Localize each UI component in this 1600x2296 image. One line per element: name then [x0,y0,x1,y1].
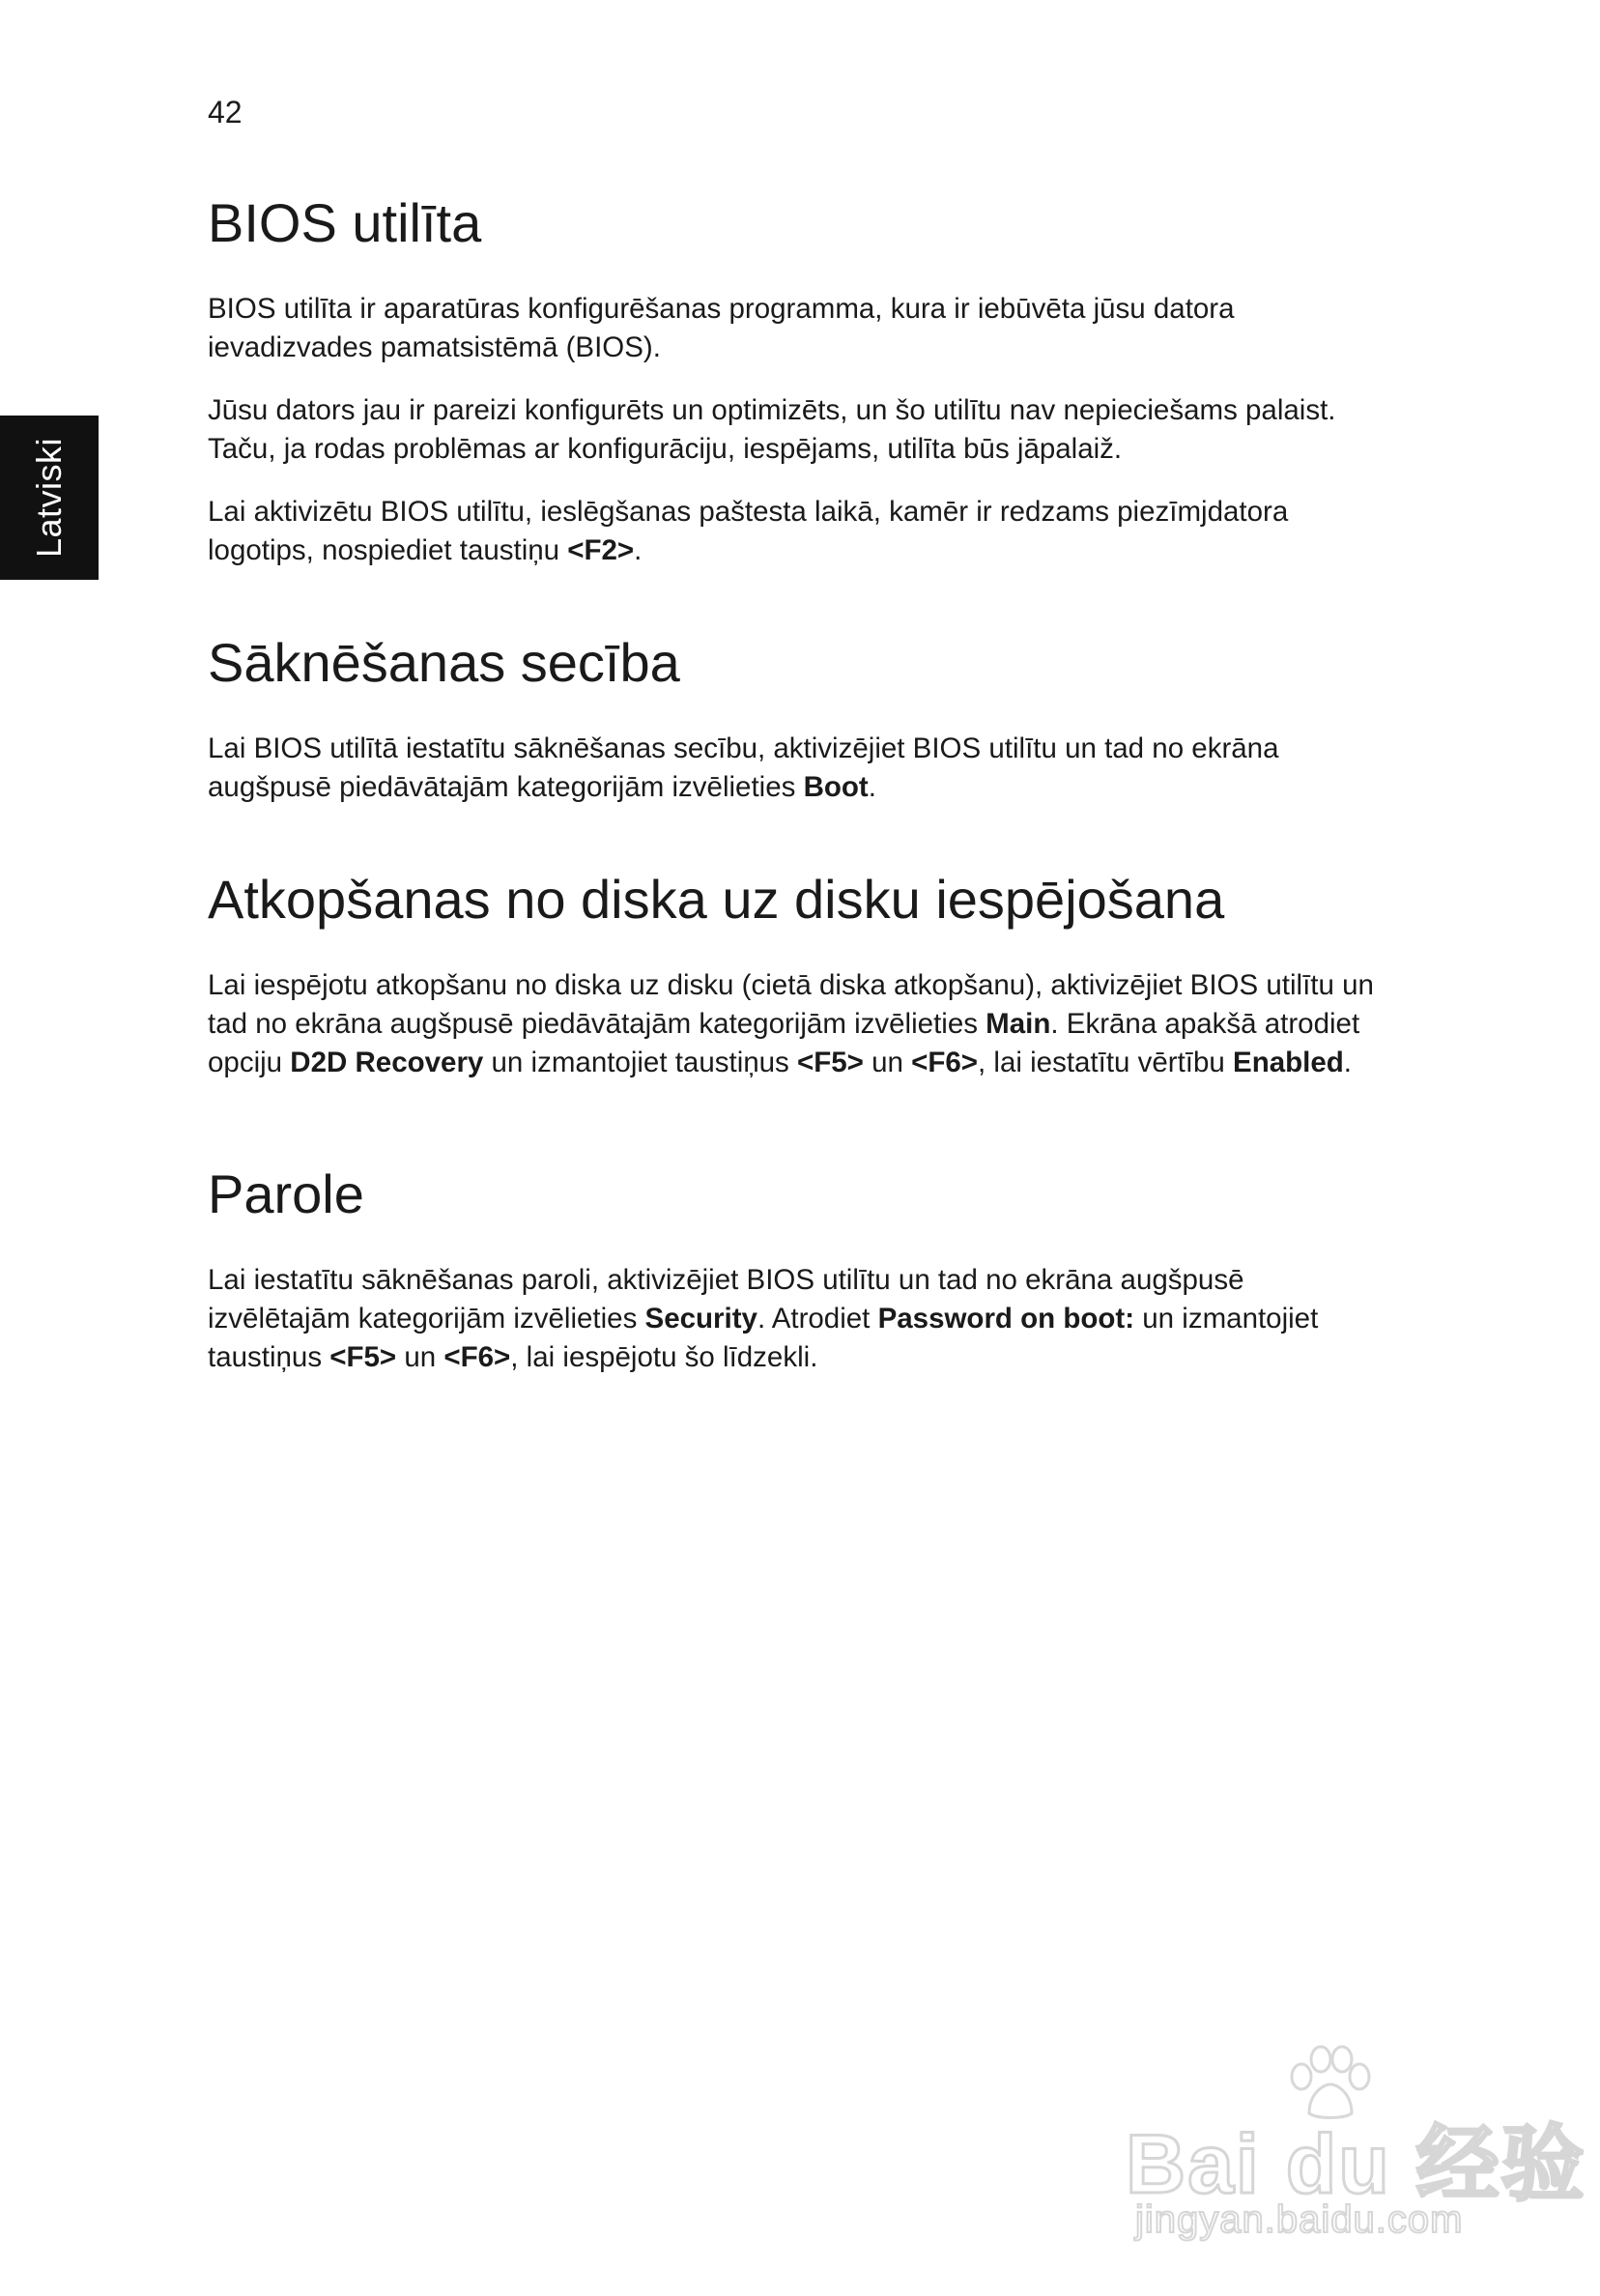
section-title: Parole [208,1163,364,1224]
language-tab [0,416,99,580]
section-d2d-recovery [208,870,1386,1106]
bold-term: Main [986,1007,1051,1040]
bold-term: Password on boot: [877,1302,1135,1335]
bold-term: <F6> [911,1046,979,1078]
bold-term: <F6> [443,1340,511,1373]
section-title: Sāknēšanas secība [208,632,680,693]
paragraph: Lai aktivizētu BIOS utilītu, ieslēgšanas paštesta laikā, kamēr ir redzams piezīmjdatora logotips, nospiediet taustiņu <F2>. [208,495,1289,566]
section-title: Atkopšanas no diska uz disku iespējošana [208,869,1225,930]
bold-term: Enabled [1233,1046,1344,1078]
language-tab-label: Latviski [29,437,69,559]
paragraph: Lai iespējotu atkopšanu no diska uz disku (cietā diska atkopšanu), aktivizējiet BIOS utilītu un tad no ekrāna augšpusē piedāvātajām kategorijām izvēlieties Main. Ekrāna apakšā atrodiet opciju D2D Recovery un izmantojiet taustiņus <F5> un <F6>, lai iestatītu vērtību Enabled. [208,968,1374,1078]
section-title: BIOS utilīta [208,192,482,253]
bold-term: <F5> [329,1340,397,1373]
paragraph: Lai iestatītu sāknēšanas paroli, aktivizējiet BIOS utilītu un tad no ekrāna augšpusē izvēlētajām kategorijām izvēlieties Security. Atrodiet Password on boot: un izmantojiet taustiņus <F5> un <F6>, lai iespējotu šo līdzekli. [208,1263,1319,1373]
baidu-watermark [1126,2044,1586,2241]
paragraph: BIOS utilīta ir aparatūras konfigurēšanas programma, kura ir iebūvēta jūsu datora ievadizvades pamatsistēmā (BIOS). [208,292,1235,363]
paragraph: Jūsu dators jau ir pareizi konfigurēts un optimizēts, un šo utilītu nav nepieciešams palaist. Taču, ja rodas problēmas ar konfigurāciju, iespējams, utilīta būs jāpalaiž. [208,393,1336,465]
baidu-url: jingyan.baidu.com [1135,2198,1464,2241]
bold-term: Security [644,1302,757,1335]
bold-term: <F5> [797,1046,864,1078]
section-boot-order [208,633,1386,831]
bold-term: D2D Recovery [290,1046,484,1078]
paragraph: Lai BIOS utilītā iestatītu sāknēšanas secību, aktivizējiet BIOS utilītu un tad no ekrāna augšpusē piedāvātajām kategorijām izvēlieties Boot. [208,732,1279,803]
bold-term: <F2> [567,533,635,566]
baidu-logo-text: Bai du 经验 [1126,2118,1586,2211]
page-number: 42 [208,95,243,129]
section-password [208,1164,1386,1401]
section-bios-utility [208,193,1386,594]
bold-term: Boot [803,770,869,803]
